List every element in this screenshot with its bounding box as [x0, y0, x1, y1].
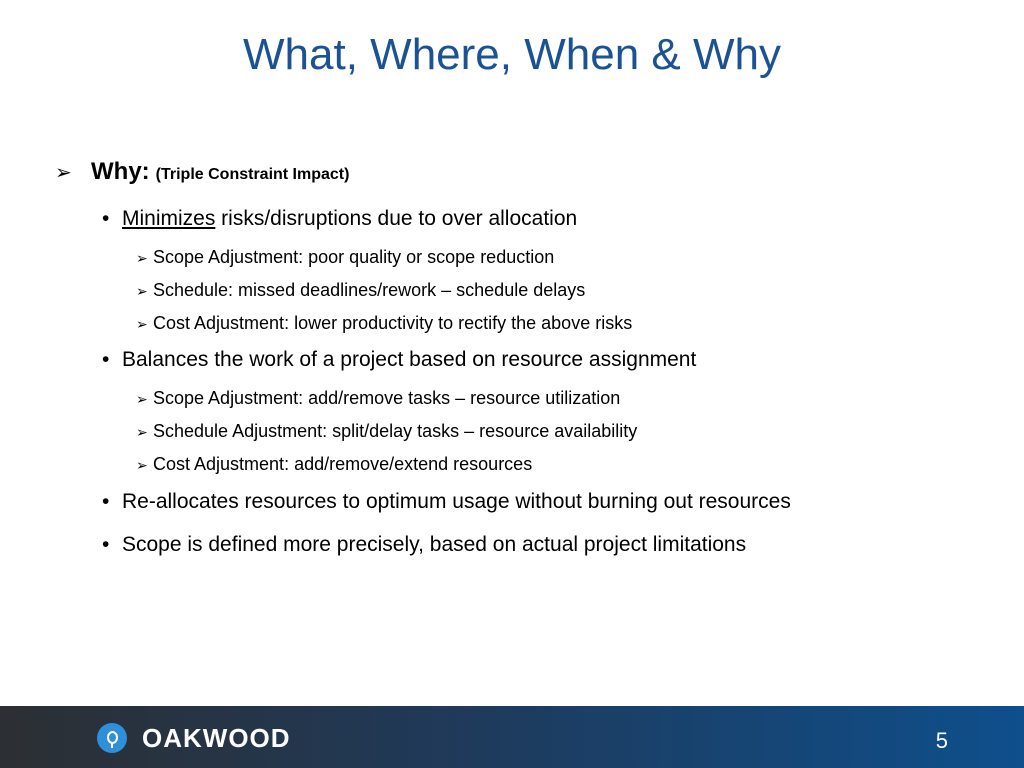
bullet-dot-icon: •	[102, 348, 110, 371]
sub-bullet	[136, 280, 585, 301]
arrow-bullet-icon: ➢	[136, 391, 148, 407]
arrow-bullet-icon: ➢	[136, 316, 148, 332]
arrow-bullet-icon: ➢	[136, 283, 148, 299]
sub-bullet	[136, 454, 532, 475]
sub-bullet	[136, 421, 637, 442]
sub-bullet-text: Schedule Adjustment: split/delay tasks – resource availability	[153, 421, 638, 441]
bullet-text: Balances the work of a project based on resource assignment	[122, 348, 697, 371]
bullet-reallocates	[102, 490, 791, 514]
footer-bar	[0, 706, 1024, 768]
bullet-text: Re-allocates resources to optimum usage without burning out resources	[122, 490, 791, 513]
bullet-text: risks/disruptions due to over allocation	[215, 207, 578, 230]
sub-bullet	[136, 313, 632, 334]
sub-bullet-text: Scope Adjustment: add/remove tasks – resource utilization	[153, 388, 621, 408]
sub-bullet-text: Cost Adjustment: add/remove/extend resources	[153, 454, 533, 474]
arrow-bullet-icon: ➢	[136, 424, 148, 440]
bullet-dot-icon: •	[102, 533, 110, 556]
sub-bullet-text: Schedule: missed deadlines/rework – schedule delays	[153, 280, 586, 300]
arrow-bullet-icon: ➢	[136, 250, 148, 266]
bullet-scope	[102, 533, 746, 557]
bullet-balances	[102, 348, 696, 372]
sub-bullet	[136, 388, 620, 409]
bullet-underlined-text: Minimizes	[122, 207, 216, 230]
bullet-text: Scope is defined more precisely, based on actual project limitations	[122, 533, 747, 556]
oakwood-logo-icon	[97, 723, 127, 753]
bullet-dot-icon: •	[102, 490, 110, 513]
sub-bullet-text: Scope Adjustment: poor quality or scope reduction	[153, 247, 555, 267]
slide-title: What, Where, When & Why	[243, 30, 781, 79]
arrow-bullet-icon: ➢	[55, 162, 72, 184]
heading-sub: (Triple Constraint Impact)	[155, 166, 350, 183]
logo-text: OAKWOOD	[142, 723, 291, 753]
page-number: 5	[935, 728, 948, 753]
sub-bullet	[136, 247, 554, 268]
bullet-dot-icon: •	[102, 207, 110, 230]
bullet-minimizes	[102, 207, 577, 231]
sub-bullet-text: Cost Adjustment: lower productivity to rectify the above risks	[153, 313, 633, 333]
arrow-bullet-icon: ➢	[136, 457, 148, 473]
heading-main: Why:	[91, 158, 150, 185]
heading-why	[55, 158, 349, 186]
